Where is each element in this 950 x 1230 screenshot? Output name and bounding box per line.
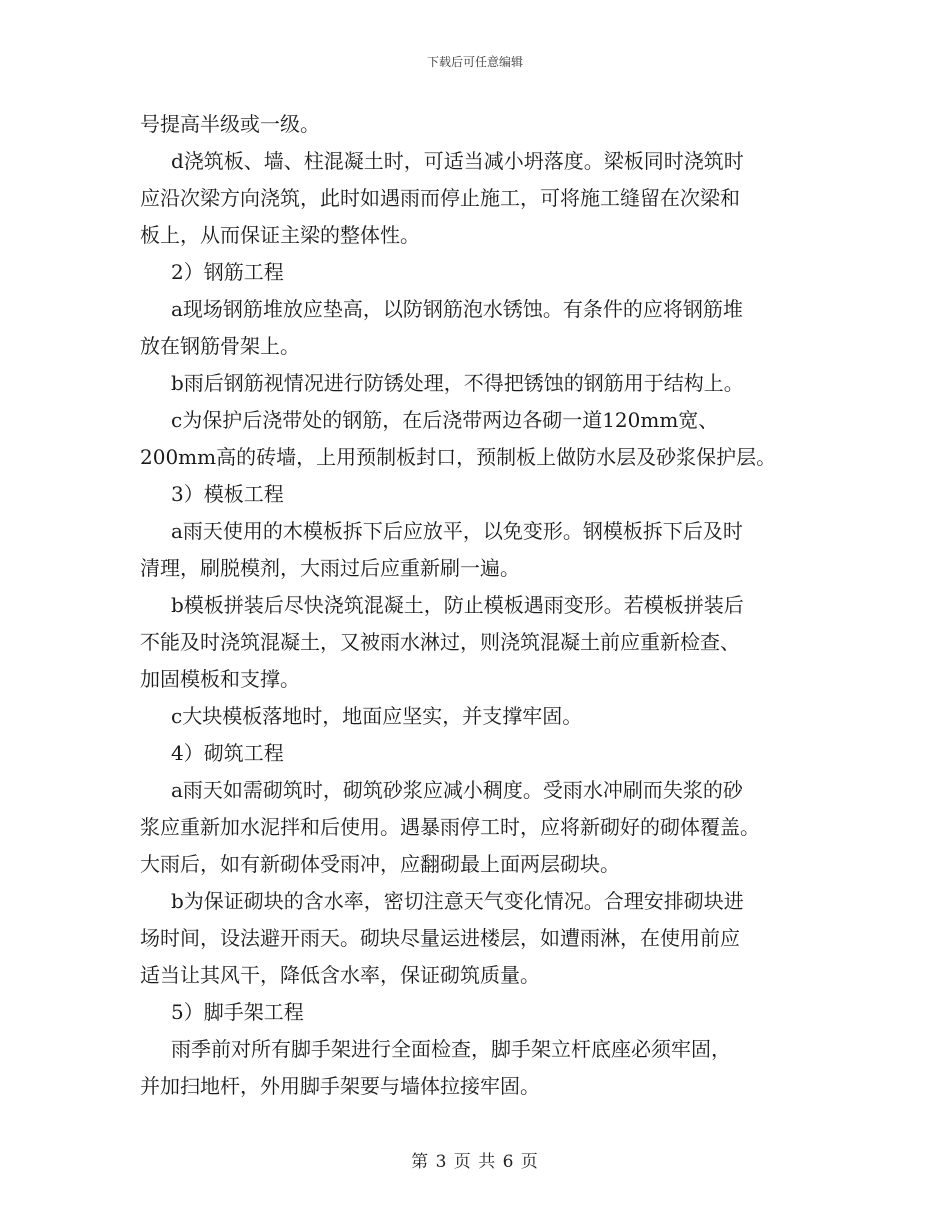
text-line: 号提高半级或一级。 (140, 112, 320, 136)
text-line: 浆应重新加水泥拌和后使用。遇暴雨停工时，应将新砌好的砌体覆盖。 (140, 815, 760, 839)
text-line: 清理，刷脱模剂，大雨过后应重新刷一遍。 (140, 556, 520, 580)
document-body (140, 106, 815, 1105)
text-line: a雨天使用的木模板拆下后应放平，以免变形。钢模板拆下后及时 (171, 519, 743, 543)
page-header: 下载后可任意编辑 (426, 55, 523, 69)
text-line: b雨后钢筋视情况进行防锈处理，不得把锈蚀的钢筋用于结构上。 (171, 371, 744, 395)
text-line: 雨季前对所有脚手架进行全面检查，脚手架立杆底座必须牢固， (171, 1037, 731, 1061)
text-line: 大雨后，如有新砌体受雨冲，应翻砌最上面两层砌块。 (140, 852, 620, 876)
text-line: 2）钢筋工程 (171, 260, 284, 284)
text-line: a雨天如需砌筑时，砌筑砂浆应减小稠度。受雨水冲刷而失浆的砂 (171, 778, 743, 802)
page-footer: 第 3 页 共 6 页 (411, 1152, 539, 1172)
text-line: 适当让其风干，降低含水率，保证砌筑质量。 (140, 963, 540, 987)
text-line: 放在钢筋骨架上。 (140, 334, 300, 358)
text-line: 不能及时浇筑混凝土，又被雨水淋过，则浇筑混凝土前应重新检查、 (140, 630, 740, 654)
text-line: 4）砌筑工程 (171, 741, 284, 765)
text-line: 并加扫地杆，外用脚手架要与墙体拉接牢固。 (140, 1074, 540, 1098)
text-line: b为保证砌块的含水率，密切注意天气变化情况。合理安排砌块进 (171, 889, 744, 913)
text-line: c为保护后浇带处的钢筋，在后浇带两边各砌一道120mm宽、 (171, 408, 719, 432)
text-line: 5）脚手架工程 (171, 1000, 304, 1024)
text-line: 板上，从而保证主梁的整体性。 (140, 223, 420, 247)
text-line: b模板拼装后尽快浇筑混凝土，防止模板遇雨变形。若模板拼装后 (171, 593, 744, 617)
text-line: 应沿次梁方向浇筑，此时如遇雨而停止施工，可将施工缝留在次梁和 (140, 186, 740, 210)
text-line: a现场钢筋堆放应垫高，以防钢筋泡水锈蚀。有条件的应将钢筋堆 (171, 297, 743, 321)
text-line: 3）模板工程 (171, 482, 284, 506)
text-line: c大块模板落地时，地面应坚实，并支撑牢固。 (171, 704, 583, 728)
text-line: 场时间，设法避开雨天。砌块尽量运进楼层，如遭雨淋，在使用前应 (140, 926, 740, 950)
text-line: 200mm高的砖墙，上用预制板封口，预制板上做防水层及砂浆保护层。 (140, 445, 777, 469)
text-line: d浇筑板、墙、柱混凝土时，可适当减小坍落度。梁板同时浇筑时 (171, 149, 744, 173)
text-line: 加固模板和支撑。 (140, 667, 300, 691)
